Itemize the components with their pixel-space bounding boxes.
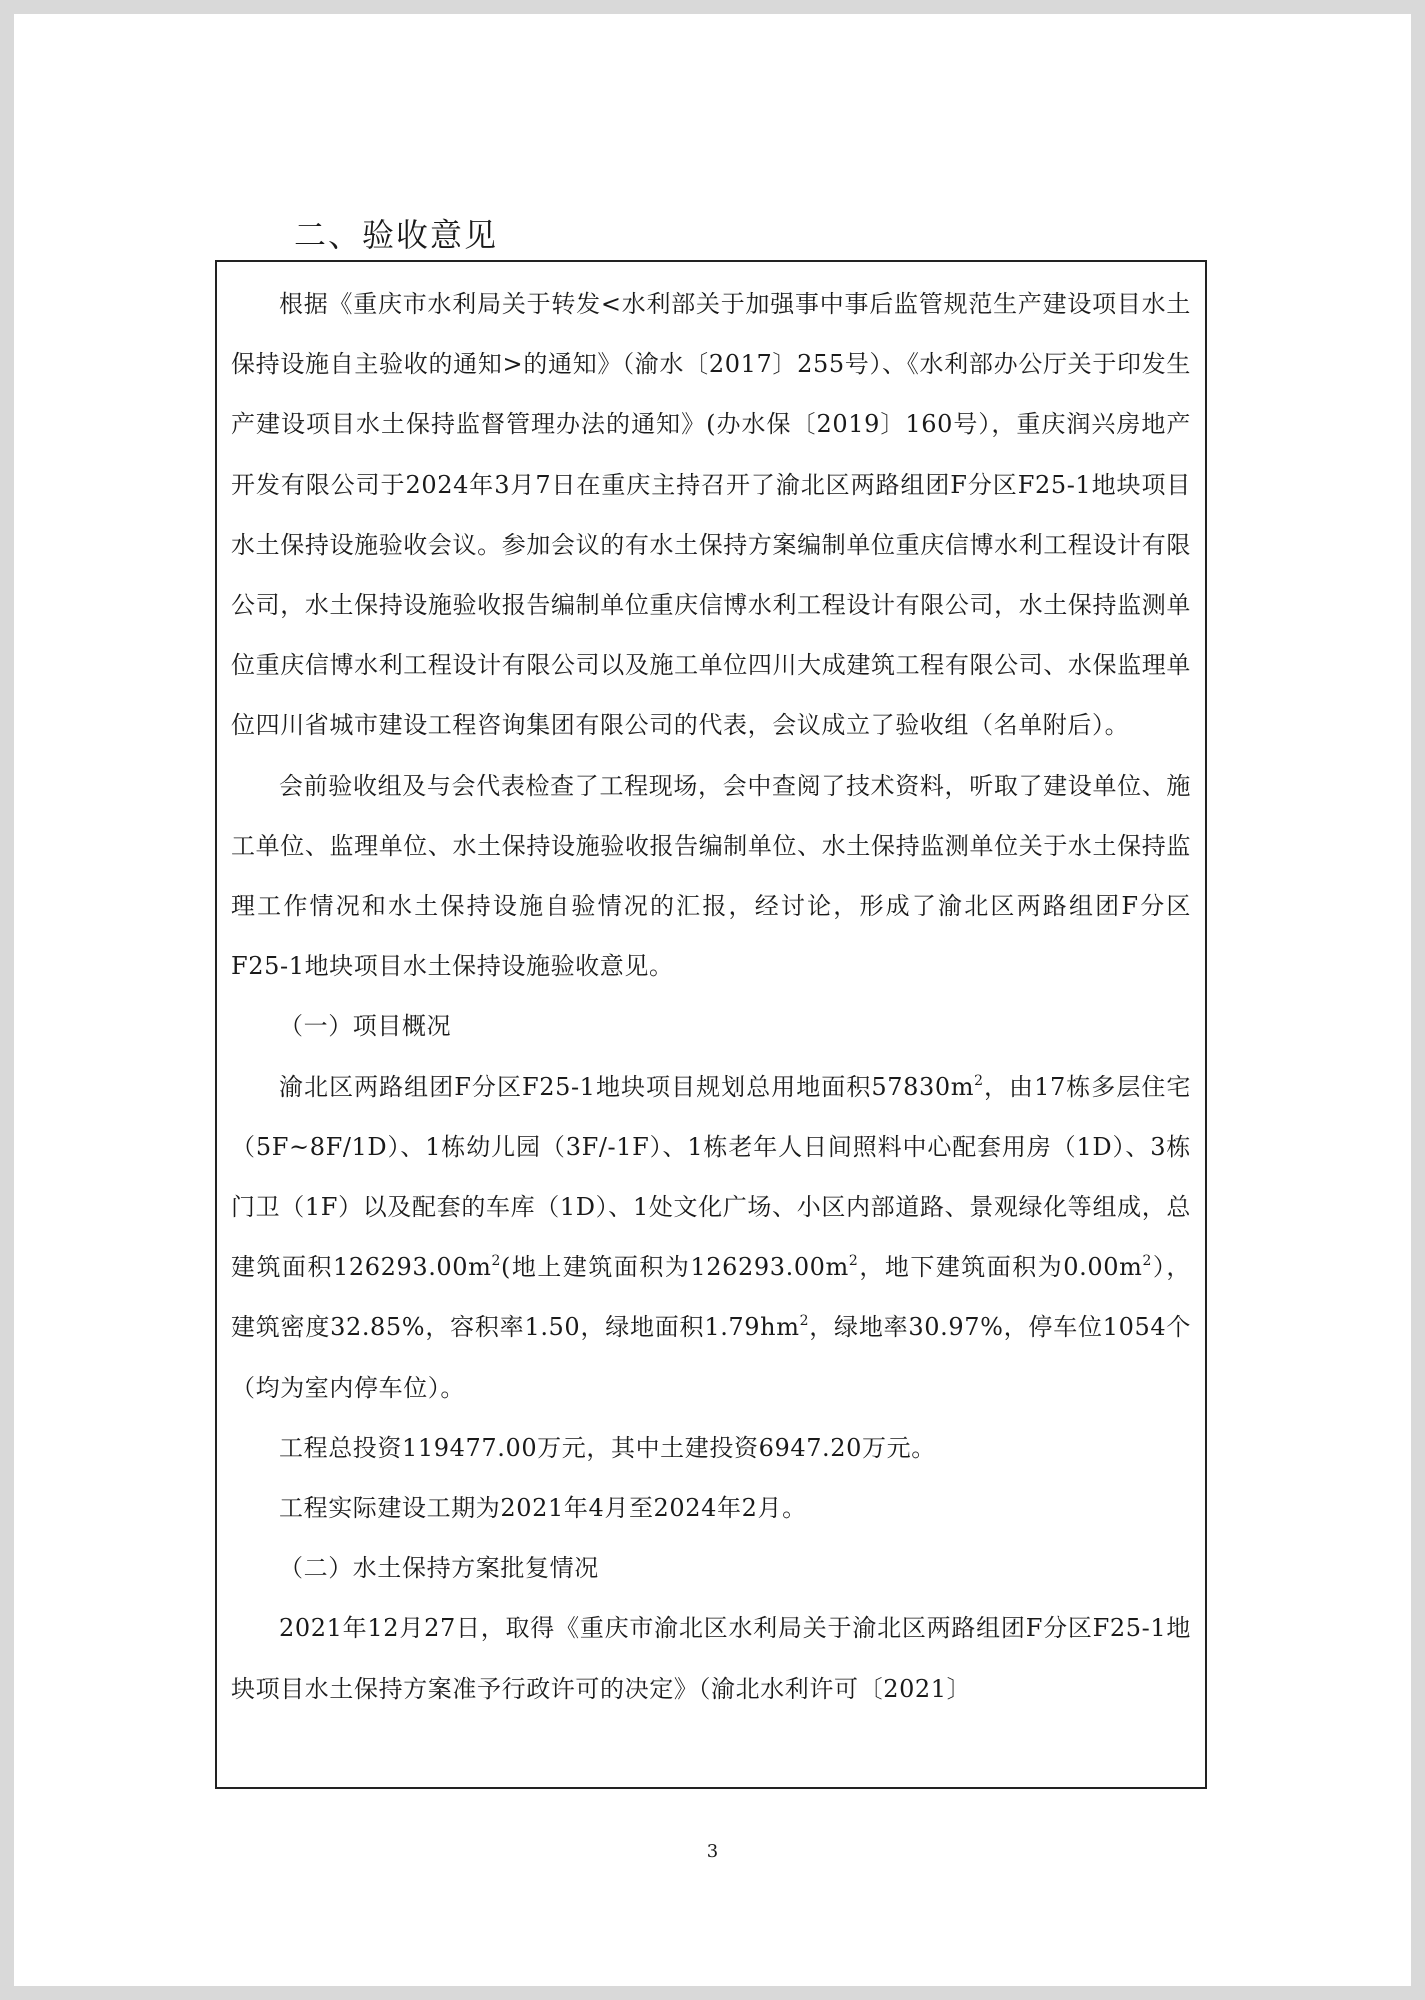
heading-project-overview: （一）项目概况 xyxy=(279,1012,452,1041)
paragraph-basis: 根据《重庆市水利局关于转发<水利部关于加强事中事后监管规范生产建设项目水土保持设施自主验收的通知>的通知》（渝水〔2017〕255号）、《水利部办公厅关于印发生产建设项目水土保持监督管理办法的通知》(办水保〔2019〕160号），重庆润兴房地产开发有限公司于2024年3月7日在重庆主持召开了渝北区两路组团F分区F25-1地块项目水土保持设施验收会议。参加会议的有水土保持方案编制单位重庆信博水利工程设计有限公司，水土保持设施验收报告编制单位重庆信博水利工程设计有限公司，水土保持监测单位重庆信博水利工程设计有限公司以及施工单位四川大成建筑工程有限公司、水保监理单位四川省城市建设工程咨询集团有限公司的代表，会议成立了验收组（名单附后）。 xyxy=(231,290,1191,740)
overview-text-3: (地上建筑面积为126293.00m xyxy=(501,1253,849,1282)
overview-text-2: ，由17栋多层住宅（5F~8F/1D）、1栋幼儿园（3F/-1F）、1栋老年人日间照料中心配套用房（1D）、3栋门卫（1F）以及配套的车库（1D）、1处文化广场、小区内部道路、景观绿化等组成，总建筑面积126293.00m xyxy=(231,1072,1191,1282)
paragraph-investment: 工程总投资119477.00万元，其中土建投资6947.20万元。 xyxy=(279,1433,936,1462)
overview-text-1: 渝北区两路组团F分区F25-1地块项目规划总用地面积57830m xyxy=(279,1072,975,1101)
paragraph-project-overview xyxy=(231,1057,1191,1418)
paragraph-meeting: 会前验收组及与会代表检查了工程现场，会中查阅了技术资料，听取了建设单位、施工单位、监理单位、水土保持设施验收报告编制单位、水土保持监测单位关于水土保持监理工作情况和水土保持设施自验情况的汇报，经讨论，形成了渝北区两路组团F分区F25-1地块项目水土保持设施验收意见。 xyxy=(231,771,1191,981)
superscript: 2 xyxy=(974,1072,984,1089)
superscript: 2 xyxy=(799,1313,810,1330)
page-number: 3 xyxy=(706,1841,719,1862)
overview-text-5: ），建筑密度32.85%，容积率1.50，绿地面积1.79hm xyxy=(231,1253,1191,1342)
content-body xyxy=(217,274,1205,1719)
section-title: 二、验收意见 xyxy=(294,216,499,254)
superscript: 2 xyxy=(848,1253,859,1270)
document-page xyxy=(14,14,1411,1986)
superscript: 2 xyxy=(491,1253,502,1270)
heading-plan-approval: （二）水土保持方案批复情况 xyxy=(279,1554,599,1583)
paragraph-plan-approval: 2021年12月27日，取得《重庆市渝北区水利局关于渝北区两路组团F分区F25-1地块项目水土保持方案准予行政许可的决定》（渝北水利许可〔2021〕 xyxy=(231,1614,1191,1703)
superscript: 2 xyxy=(1142,1253,1152,1270)
content-box xyxy=(215,260,1207,1789)
overview-text-4: ，地下建筑面积为0.00m xyxy=(858,1253,1143,1282)
overview-text-6: ，绿地率30.97%，停车位1054个（均为室内停车位）。 xyxy=(231,1313,1191,1402)
paragraph-construction-period: 工程实际建设工期为2021年4月至2024年2月。 xyxy=(279,1494,807,1523)
